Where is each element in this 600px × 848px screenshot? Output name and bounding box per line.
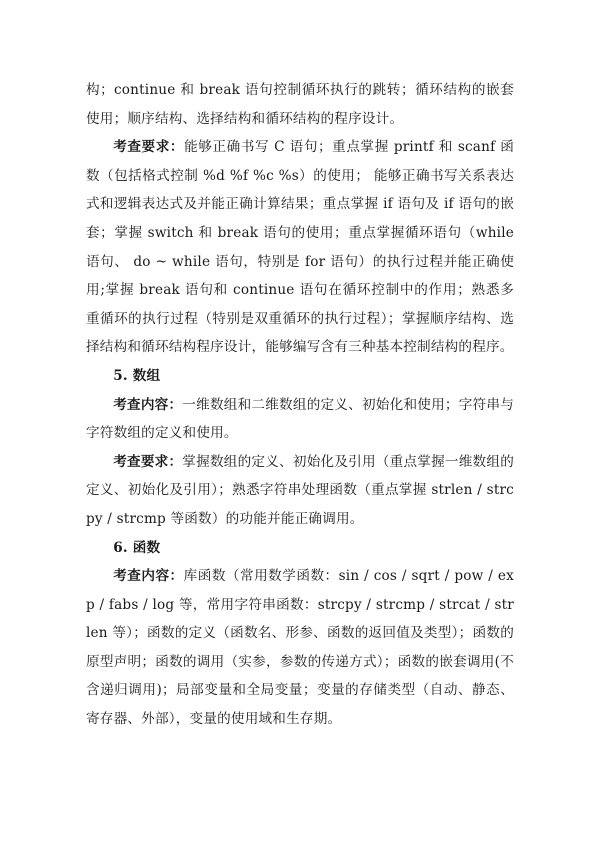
section-heading-functions: 6. 函数 [113,539,161,556]
paragraph-loop-structure [86,76,514,133]
section-heading-arrays: 5. 数组 [113,367,161,384]
paragraph-array-requirements [86,448,514,534]
paragraph-control-requirements [86,133,514,362]
paragraph-text: 库函数（常用数学函数：sin / cos / sqrt / pow / exp / fabs / log 等，常用字符串函数：strcpy / strcmp / strcat / strlen 等）；函数的定义（函数名、形参、函数的返回值及类型）；函数的原型声明；函数的调用（实参，参数的传递方式）；函数的嵌套调用(不含递归调用)；局部变量和全局变量；变量的存储类型（自动、静态、寄存器、外部），变量的使用域和生存期。 [86,568,514,728]
paragraph-text: 构；continue 和 break 语句控制循环执行的跳转；循环结构的嵌套使用；顺序结构、选择结构和循环结构的程序设计。 [86,82,514,127]
paragraph-function-content [86,562,514,734]
paragraph-lead-term: 考查要求： [113,453,183,470]
paragraph-text: 一维数组和二维数组的定义、初始化和使用；字符串与字符数组的定义和使用。 [86,396,514,442]
paragraph-array-content [86,391,514,448]
paragraph-lead-term: 考查内容： [113,568,184,585]
paragraph-lead-term: 考查内容： [113,396,183,413]
paragraph-text: 掌握数组的定义、初始化及引用（重点掌握一维数组的定义、初始化及引用）；熟悉字符串处理函数（重点掌握 strlen / strcpy / strcmp 等函数）的功能并能正确调用。 [86,453,514,527]
paragraph-text: 能够正确书写 C 语句；重点掌握 printf 和 scanf 函数（包括格式控制 %d %f %c %s）的使用； 能够正确书写关系表达式和逻辑表达式及并能正确计算结果；重点掌握 if 语句及 if 语句的嵌套；掌握 switch 和 break 语句的使用；重点掌握循环语句（while 语句、 do ~ while 语句，特别是 for 语句）的执行过程并能正确使用;掌握 break 语句和 continue 语句在循环控制中的作用；熟悉多重循环的执行过程（特别是双重循环的执行过程）；掌握顺序结构、选择结构和循环结构程序设计，能够编写含有三种基本控制结构的程序。 [86,139,515,356]
paragraph-lead-term: 考查要求： [113,139,185,156]
